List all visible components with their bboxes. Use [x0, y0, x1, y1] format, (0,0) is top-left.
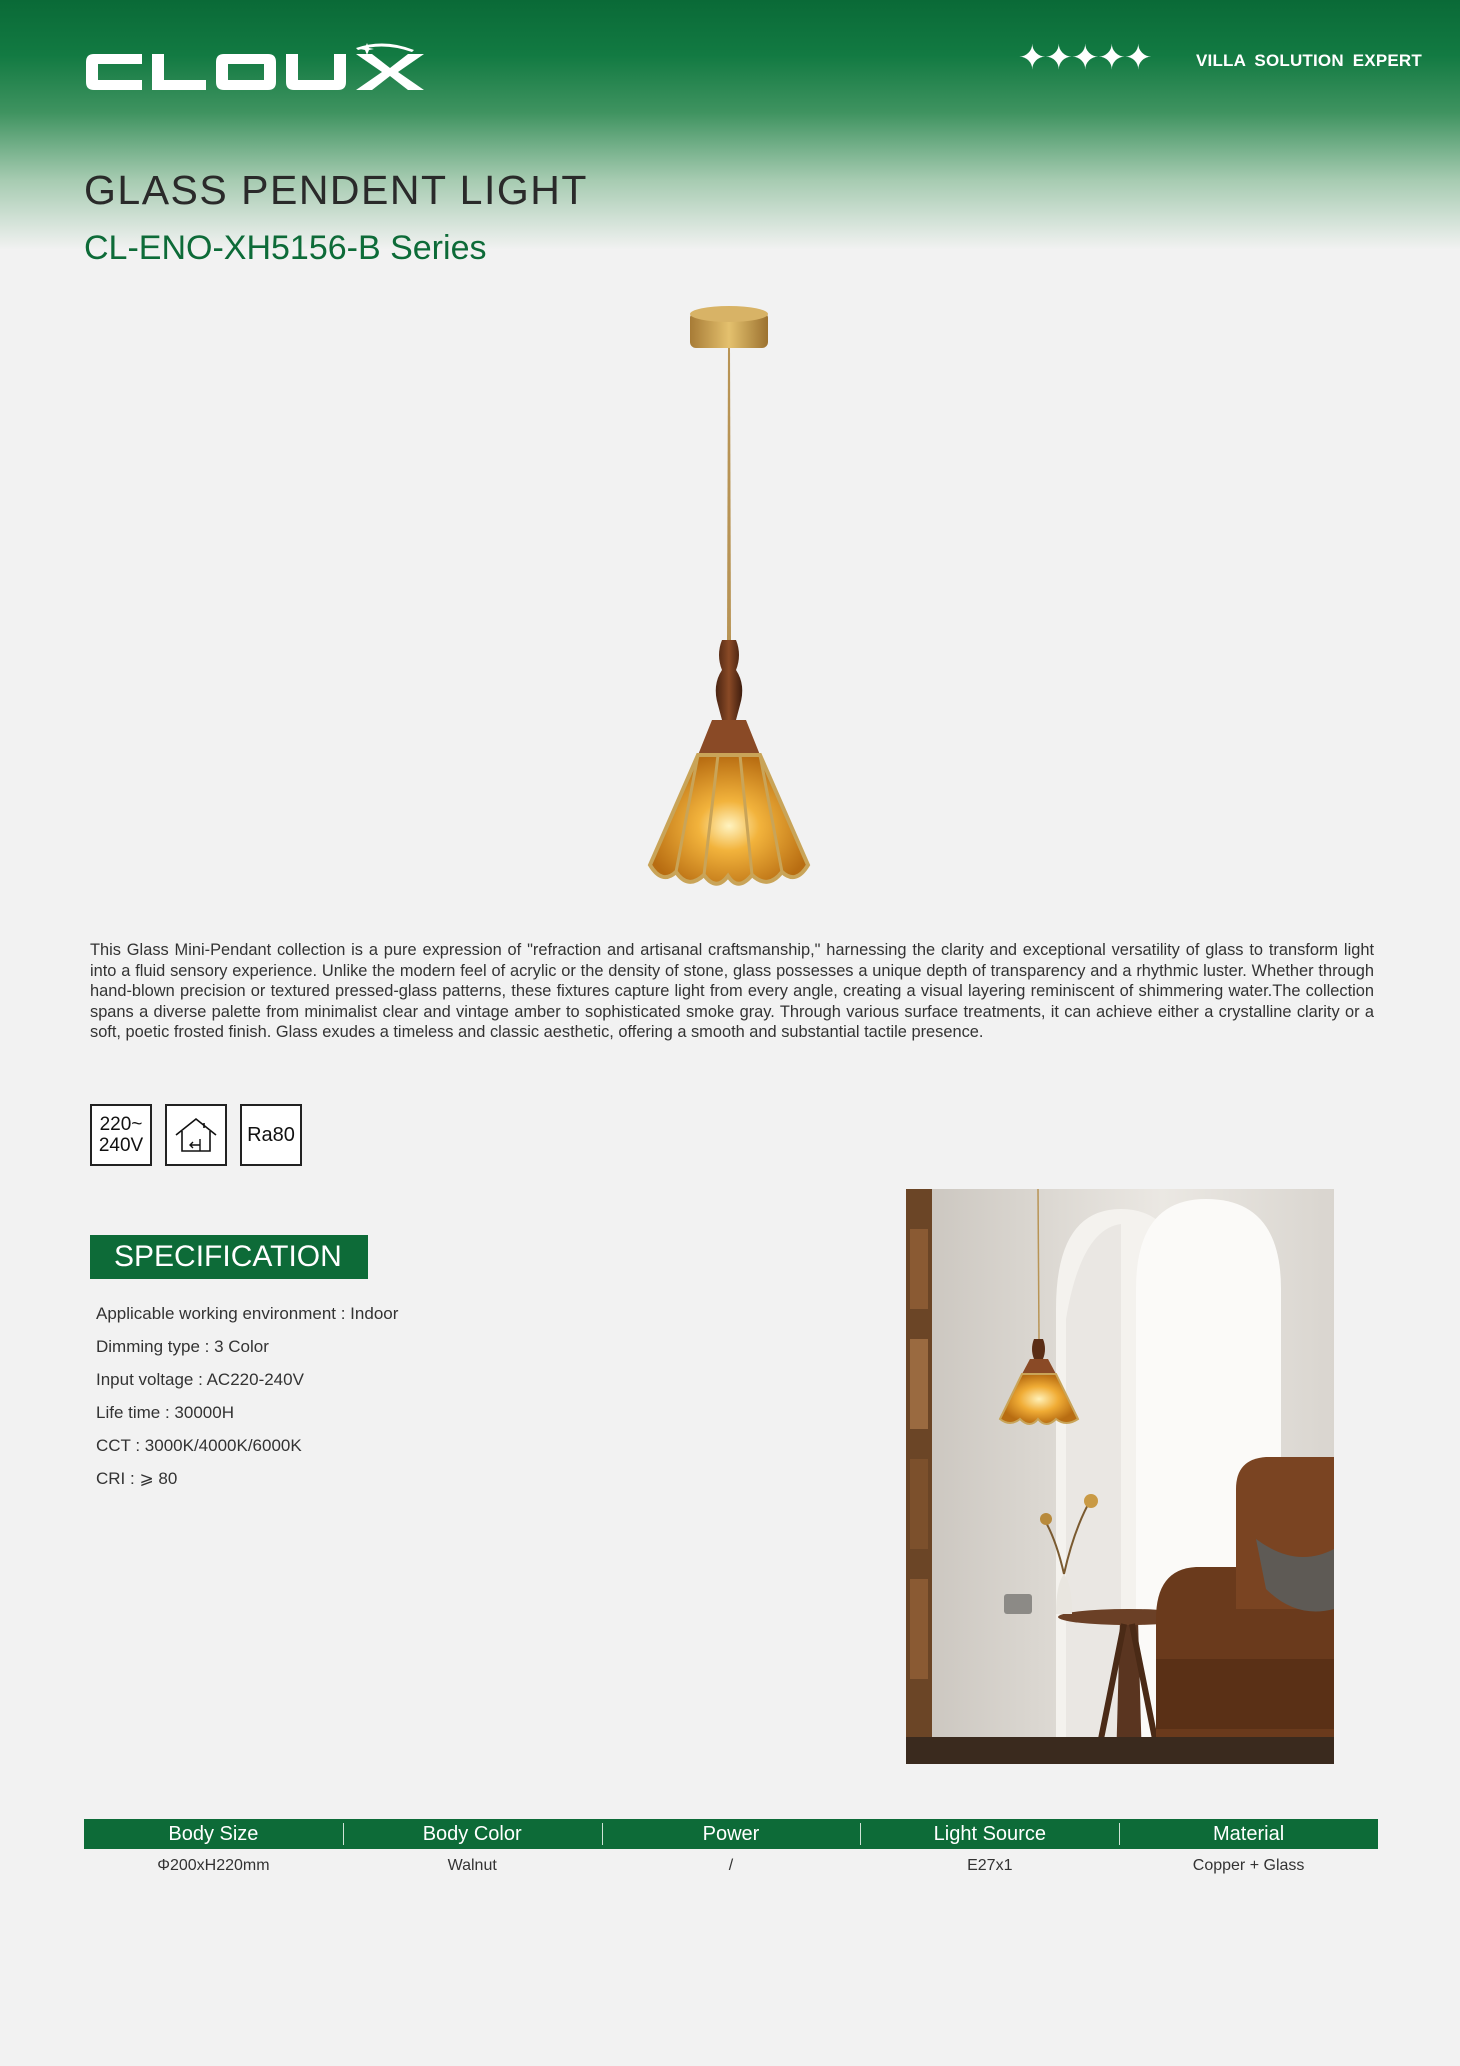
table-row [84, 1849, 1378, 1883]
indoor-badge [165, 1104, 227, 1166]
spec-item: CCT : 3000K/4000K/6000K [96, 1436, 302, 1455]
table-cell: Walnut [447, 1857, 497, 1874]
specification-list [96, 1302, 398, 1500]
room-scene-photo [906, 1189, 1334, 1764]
table-cell: Copper + Glass [1192, 1857, 1305, 1874]
feature-badges [90, 1104, 302, 1166]
pendant-product-image [600, 300, 860, 910]
series-subtitle: CL-ENO-XH5156-B Series [84, 229, 487, 267]
table-header-cell: Body Size [168, 1823, 259, 1845]
table-header-cell: Body Color [343, 1819, 602, 1849]
page-title: GLASS PENDENT LIGHT [84, 167, 588, 213]
table-header-cell: Light Source [860, 1819, 1119, 1849]
voltage-badge-line2: 240V [98, 1135, 144, 1156]
table-cell: / [728, 1857, 734, 1874]
brand-logo [84, 40, 436, 102]
spec-item: Dimming type : 3 Color [96, 1337, 269, 1356]
rating-stars: ✦✦✦✦✦ [1018, 38, 1151, 78]
spec-table [84, 1819, 1378, 1883]
table-header-cell: Material [1119, 1819, 1378, 1849]
indoor-house-icon [172, 1115, 220, 1155]
spec-item: CRI : ⩾ 80 [96, 1469, 178, 1488]
table-cell: E27x1 [967, 1857, 1013, 1874]
voltage-badge [90, 1104, 152, 1166]
table-header-cell: Power [602, 1819, 861, 1849]
product-description: This Glass Mini-Pendant collection is a pure expression of "refraction and artisanal craftsmanship," harnessing the clarity and exceptional versatility of glass to transform light into a fluid sensory experience. Unlike the modern feel of acrylic or the density of stone, glass possesses a unique depth of transparency and a rhythmic luster. Whether through hand-blown precision or textured pressed-glass patterns, these fixtures capture light from every angle, creating a visual layering reminiscent of shimmering water.The collection spans a diverse palette from minimalist clear and vintage amber to sophisticated smoke gray. Through various surface treatments, it can achieve either a crystalline clarity or a soft, poetic frosted finish. Glass exudes a timeless and classic aesthetic, offering a smooth and substantial tactile presence. [90, 941, 1374, 1042]
spec-item: Input voltage : AC220-240V [96, 1370, 304, 1389]
cri-badge: Ra80 [240, 1104, 302, 1166]
brand-tagline: VILLA SOLUTION EXPERT [1196, 51, 1422, 70]
spec-item: Applicable working environment : Indoor [96, 1304, 399, 1323]
voltage-badge-line1: 220~ [99, 1114, 143, 1135]
spec-item: Life time : 30000H [96, 1403, 234, 1422]
table-header-row [84, 1819, 1378, 1849]
table-cell: Φ200xH220mm [157, 1857, 270, 1874]
specification-header: SPECIFICATION [90, 1235, 368, 1279]
